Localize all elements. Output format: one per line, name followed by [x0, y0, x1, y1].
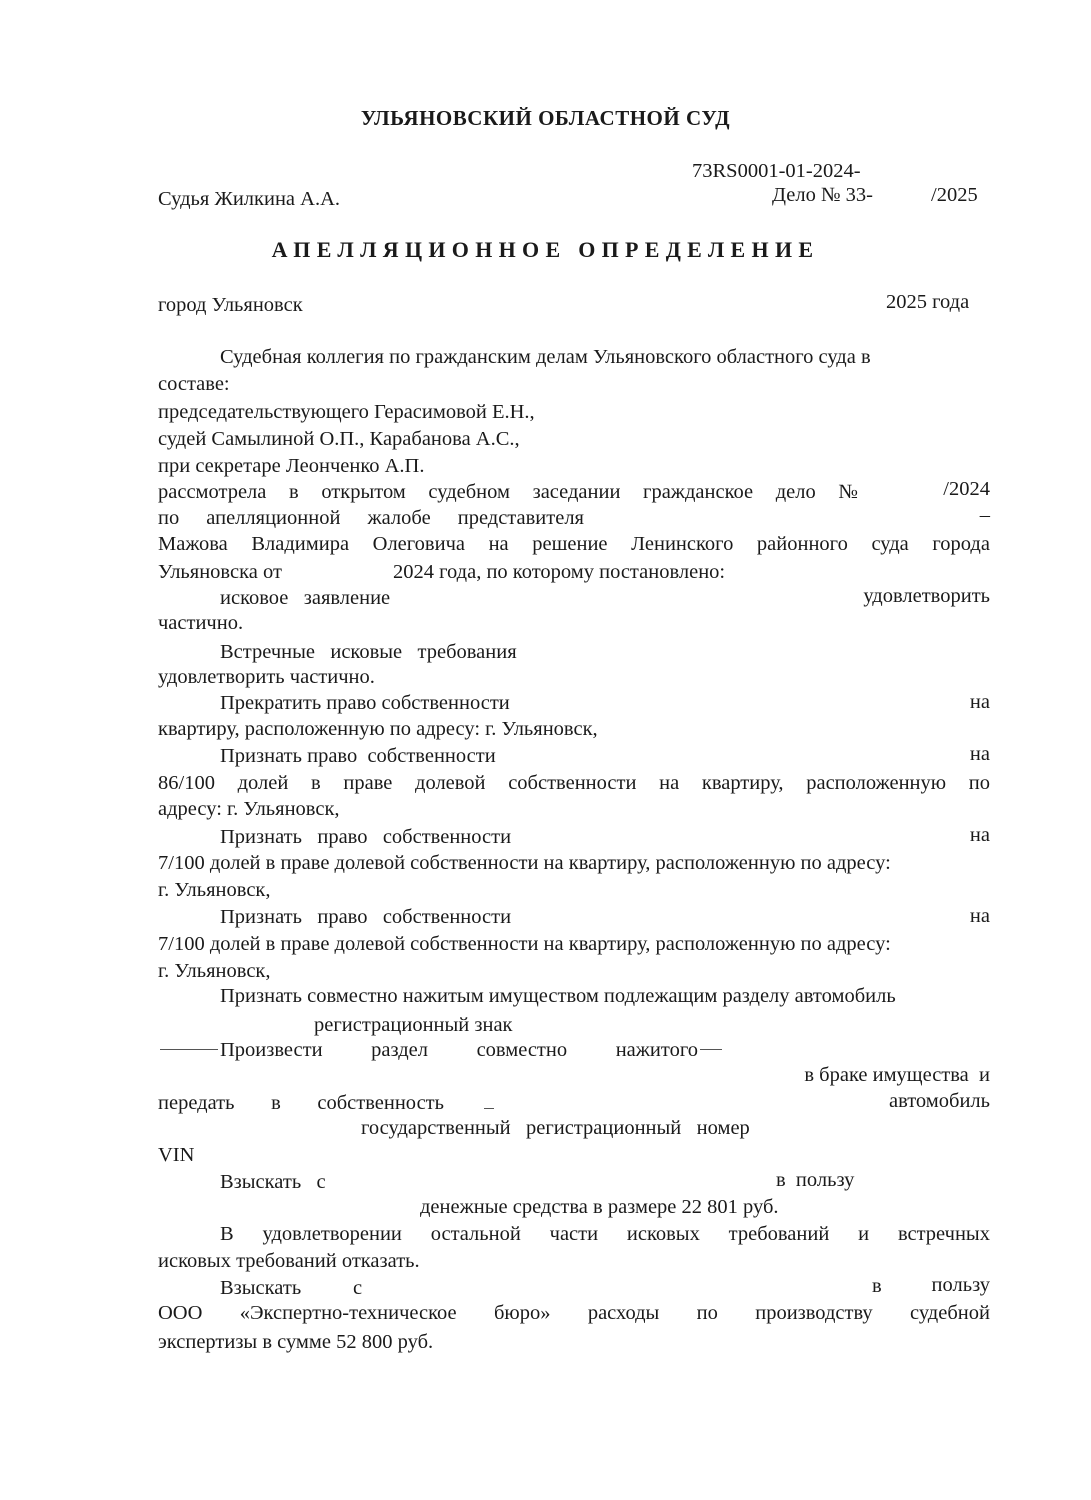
word: собственность [317, 1092, 444, 1114]
word: долей [237, 772, 289, 794]
body-line-justified [220, 1038, 698, 1062]
case-number-suffix: /2025 [931, 184, 978, 206]
ruling-text: Прекратить право собственности [220, 692, 510, 714]
word: нажитого [615, 1039, 698, 1061]
word: по [158, 507, 180, 529]
word: долевой [415, 772, 486, 794]
ruling-text: Взыскать с [220, 1171, 326, 1193]
word: в [271, 1092, 281, 1114]
word: по [968, 772, 990, 794]
word: собственности [508, 772, 637, 794]
body-line-justified [158, 532, 990, 556]
ruling-text: г. Ульяновск, [158, 960, 271, 982]
ruling-text: экспертизы в сумме 52 800 руб. [158, 1331, 434, 1353]
word: открытом [321, 481, 406, 503]
secretary: при секретаре Леонченко А.П. [158, 455, 425, 477]
word: № [838, 481, 858, 503]
dash: – [979, 504, 990, 526]
ruling-text: регистрационный знак [314, 1014, 513, 1036]
body-line-justified [158, 771, 990, 795]
ruling-text: VIN [158, 1144, 195, 1166]
word: Произвести [220, 1039, 323, 1061]
word: по [696, 1302, 718, 1324]
word: на [659, 772, 680, 794]
ruling-text: на [969, 905, 990, 927]
ruling-text: Признать право собственности [220, 906, 512, 928]
word: на [488, 533, 509, 555]
ruling-text: квартиру, расположенную по адресу: г. Ульяновск, [158, 718, 598, 740]
body-line-justified [158, 480, 858, 504]
word: апелляционной [206, 507, 341, 529]
ruling-text: исковое заявление [220, 587, 391, 609]
word: удовлетворении [262, 1223, 402, 1245]
ruling-text: в пользу [776, 1169, 855, 1191]
word: расходы [587, 1302, 660, 1324]
word: судебной [910, 1302, 990, 1324]
ruling-text: автомобиль [888, 1090, 990, 1112]
word: передать [158, 1092, 235, 1114]
word: судебном [428, 481, 510, 503]
ruling-text: 7/100 долей в праве долевой собственности на квартиру, расположенную по адресу: [158, 933, 891, 955]
word: расположенную [806, 772, 947, 794]
ruling-text: удовлетворить [863, 585, 990, 607]
ruling-text: денежные средства в размере 22 801 руб. [420, 1196, 779, 1218]
case-code: 73RS0001-01-2024- [692, 160, 861, 182]
scan-dash [484, 1108, 494, 1109]
word: гражданское [643, 481, 754, 503]
word: «Экспертно-техническое [239, 1302, 457, 1324]
word: Олеговича [372, 533, 465, 555]
body-line: Судебная коллегия по гражданским делам Ульяновского областного суда в [220, 346, 871, 368]
word: решение [532, 533, 608, 555]
word: представителя [457, 507, 584, 529]
word: рассмотрела [158, 481, 267, 503]
city: город Ульяновск [158, 294, 303, 316]
word: Ленинского [631, 533, 734, 555]
ruling-text: частично. [158, 612, 244, 634]
word: квартиру, [701, 772, 784, 794]
word: суда [871, 533, 909, 555]
ruling-text: с [353, 1277, 363, 1299]
court-name: УЛЬЯНОВСКИЙ ОБЛАСТНОЙ СУД [360, 106, 731, 130]
ruling-text: адресу: г. Ульяновск, [158, 798, 340, 820]
word: раздел [371, 1039, 428, 1061]
word: части [549, 1223, 599, 1245]
body-line-justified [158, 1301, 990, 1325]
body-line-justified [220, 1222, 990, 1246]
judge-name: Судья Жилкина А.А. [158, 188, 341, 210]
ruling-text: Встречные исковые требования [220, 641, 517, 663]
ruling-text: удовлетворить частично. [158, 666, 375, 688]
word: ООО [158, 1302, 203, 1324]
body-line-justified [158, 506, 584, 530]
word: заседании [532, 481, 621, 503]
word: города [932, 533, 990, 555]
ruling-text: в браке имущества и [804, 1064, 990, 1086]
body-line-justified [158, 1091, 444, 1115]
word: жалобе [367, 507, 431, 529]
ruling-text: 7/100 долей в праве долевой собственности на квартиру, расположенную по адресу: [158, 852, 891, 874]
ruling-text: в [872, 1275, 882, 1297]
body-text: 2024 года, по которому постановлено: [393, 561, 726, 583]
case-year: /2024 [943, 478, 990, 500]
word: остальной [430, 1223, 521, 1245]
word: Владимира [251, 533, 350, 555]
body-text: Ульяновска от [158, 561, 282, 583]
word: производству [755, 1302, 873, 1324]
ruling-text: Признать совместно нажитым имуществом подлежащим разделу автомобиль [220, 985, 896, 1007]
scan-dash [700, 1049, 722, 1050]
scan-dash [160, 1049, 218, 1050]
body-line: составе: [158, 373, 230, 395]
ruling-text: Признать право собственности [220, 745, 496, 767]
ruling-text: на [969, 743, 990, 765]
word: исковых [626, 1223, 700, 1245]
word: бюро» [493, 1302, 551, 1324]
document-date: 2025 года [886, 291, 970, 313]
ruling-text: на [969, 824, 990, 846]
ruling-text: пользу [931, 1274, 990, 1296]
ruling-text: на [969, 691, 990, 713]
word: Мажова [158, 533, 228, 555]
word: совместно [476, 1039, 568, 1061]
judges: судей Самылиной О.П., Карабанова А.С., [158, 428, 520, 450]
word: В [220, 1223, 234, 1245]
word: и [858, 1223, 870, 1245]
word: районного [756, 533, 848, 555]
ruling-text: государственный регистрационный номер [361, 1117, 750, 1139]
word: встречных [897, 1223, 990, 1245]
word: требований [728, 1223, 830, 1245]
word: дело [775, 481, 816, 503]
document-title: АПЕЛЛЯЦИОННОЕ ОПРЕДЕЛЕНИЕ [271, 237, 820, 262]
word: 86/100 [158, 772, 215, 794]
word: в [311, 772, 321, 794]
ruling-text: г. Ульяновск, [158, 879, 271, 901]
case-number-prefix: Дело № 33- [772, 184, 873, 206]
ruling-text: Признать право собственности [220, 826, 512, 848]
word: праве [343, 772, 393, 794]
ruling-text: исковых требований отказать. [158, 1250, 420, 1272]
presiding-judge: председательствующего Герасимовой Е.Н., [158, 401, 535, 423]
ruling-text: Взыскать [220, 1277, 302, 1299]
word: в [289, 481, 299, 503]
